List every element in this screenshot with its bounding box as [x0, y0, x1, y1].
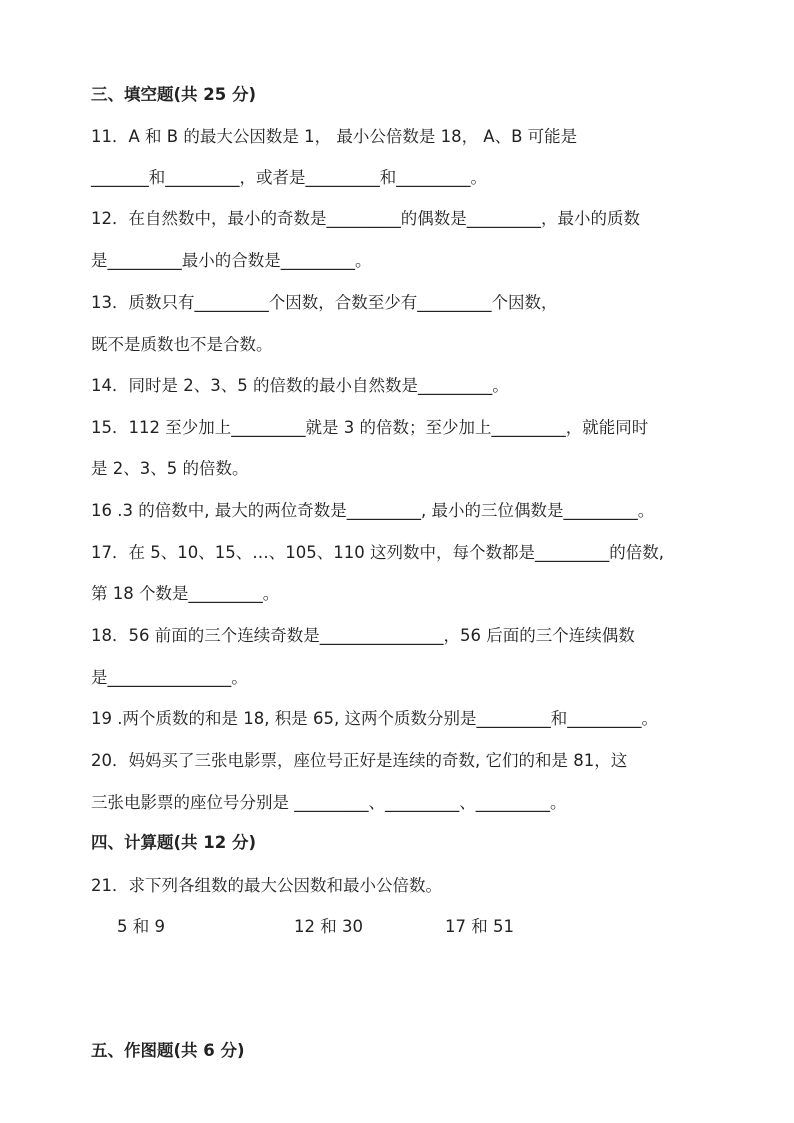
- question-18-line-1: 18．56 前面的三个连续奇数是_______________，56 后面的三个连续偶数: [91, 626, 635, 645]
- section-heading-fill-in: 三、填空题(共 25 分): [91, 85, 257, 104]
- question-16-line-1: 16 .3 的倍数中, 最大的两位奇数是_________, 最小的三位偶数是_________。: [91, 501, 655, 520]
- question-11-line-1: 11．A 和 B 的最大公因数是 1， 最小公倍数是 18， A、B 可能是: [91, 127, 578, 146]
- question-20-line-1: 20．妈妈买了三张电影票，座位号正好是连续的奇数, 它们的和是 81，这: [91, 751, 628, 770]
- question-15-line-1: 15．112 至少加上_________就是 3 的倍数；至少加上_________，就能同时: [91, 418, 649, 437]
- calc-item-2: 12 和 30: [294, 917, 363, 936]
- question-15-line-2: 是 2、3、5 的倍数。: [91, 459, 249, 478]
- question-14-line-1: 14．同时是 2、3、5 的倍数的最小自然数是_________。: [91, 376, 509, 395]
- question-17-line-2: 第 18 个数是_________。: [91, 584, 280, 603]
- calc-item-1: 5 和 9: [117, 917, 165, 936]
- question-11-line-2: _______和_________，或者是_________和_________。: [91, 168, 487, 187]
- question-18-line-2: 是_______________。: [91, 668, 248, 687]
- question-17-line-1: 17．在 5、10、15、…、105、110 这列数中，每个数都是_________的倍数,: [91, 543, 664, 562]
- section-heading-calculation: 四、计算题(共 12 分): [91, 833, 257, 852]
- calc-item-3: 17 和 51: [445, 917, 514, 936]
- question-21-line-1: 21．求下列各组数的最大公因数和最小公倍数。: [91, 876, 442, 895]
- question-13-line-1: 13．质数只有_________个因数，合数至少有_________个因数，: [91, 293, 558, 312]
- question-12-line-2: 是_________最小的合数是_________。: [91, 251, 372, 270]
- question-12-line-1: 12．在自然数中，最小的奇数是_________的偶数是_________，最小的质数: [91, 209, 640, 228]
- question-19-line-1: 19 .两个质数的和是 18, 积是 65, 这两个质数分别是_________和_________。: [91, 709, 658, 728]
- question-13-line-2: 既不是质数也不是合数。: [91, 335, 273, 354]
- section-heading-drawing: 五、作图题(共 6 分): [91, 1041, 245, 1060]
- question-20-line-2: 三张电影票的座位号分别是 _________、_________、_________。: [91, 793, 567, 812]
